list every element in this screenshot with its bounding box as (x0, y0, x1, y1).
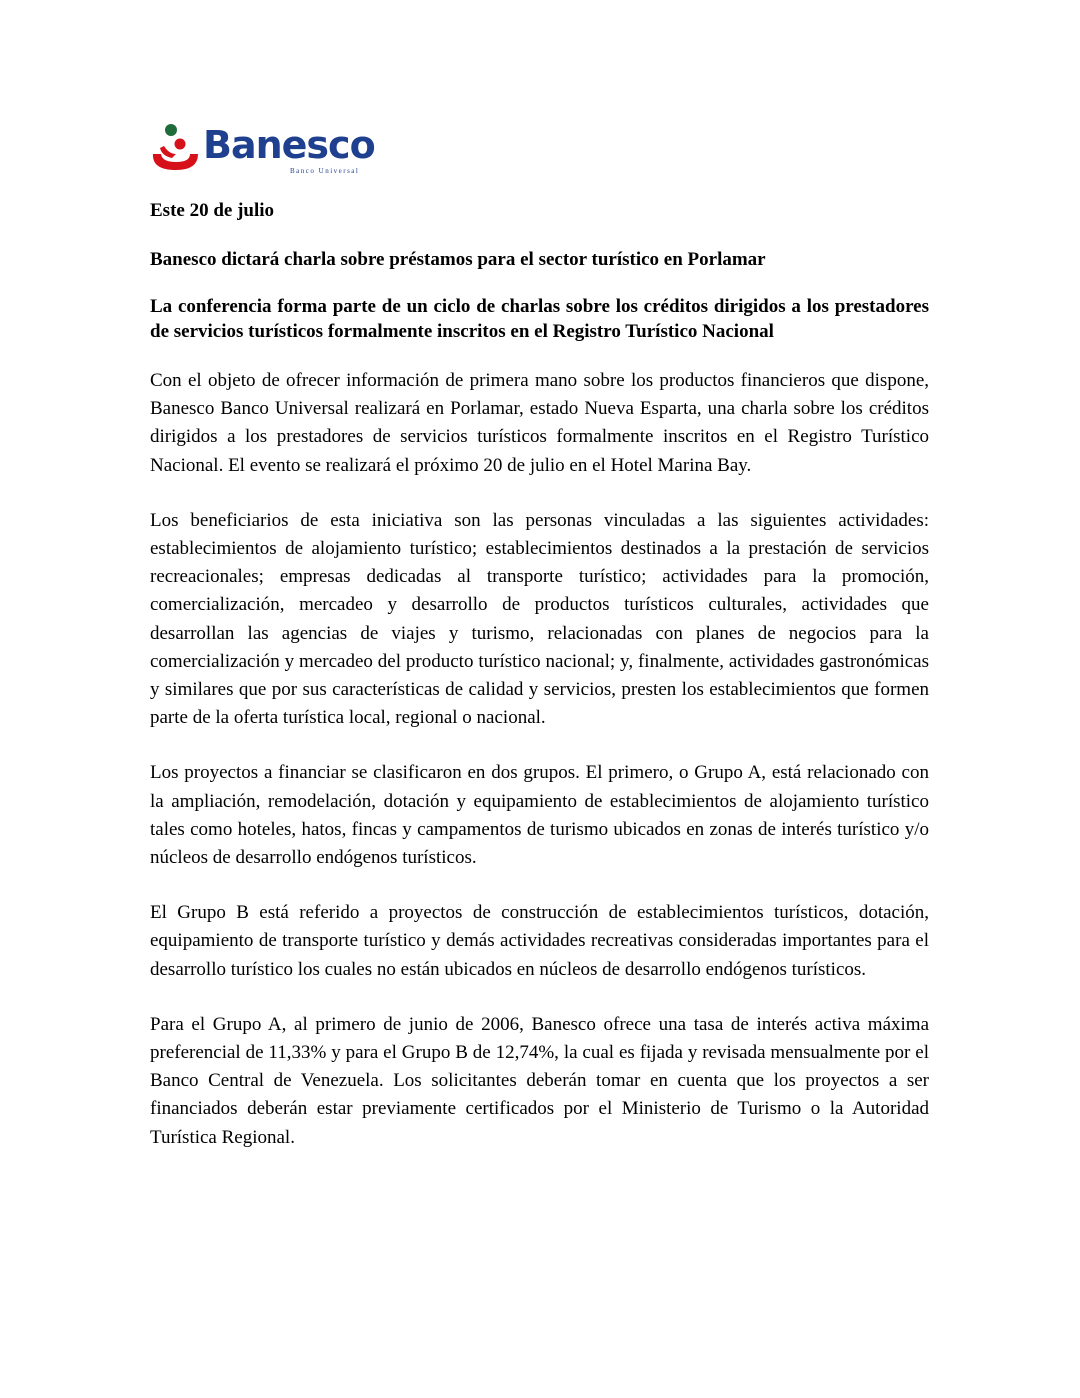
body-paragraph-5: Para el Grupo A, al primero de junio de 2006, Banesco ofrece una tasa de interés activa máxima preferencial de 11,33% y para el Grupo B de 12,74%, la cual es fijada y revisada mensualmente por el Banco Central de Venezuela. Los solicitantes deberán tomar en cuenta que los proyectos a ser financiados deberán estar previamente certificados por el Ministerio de Turismo o la Autoridad Turística Regional. (150, 1013, 929, 1148)
logo-wordmark: Banesco (203, 123, 375, 167)
body-paragraph-3: Los proyectos a financiar se clasificaron en dos grupos. El primero, o Grupo A, está relacionado con la ampliación, remodelación, dotación y equipamiento de establecimientos de alojamiento turístico tales como hoteles, hatos, fincas y campamentos de turismo ubicados en zonas de interés turístico y/o núcleos de desarrollo endógenos turísticos. (150, 762, 929, 869)
subheadline: La conferencia forma parte de un ciclo de charlas sobre los créditos dirigidos a los prestadores de servicios turísticos formalmente inscritos en el Registro Turístico Nacional (150, 296, 929, 342)
body-paragraph-1: Con el objeto de ofrecer información de primera mano sobre los productos financieros que dispone, Banesco Banco Universal realizará en Porlamar, estado Nueva Esparta, una charla sobre los créditos dirigidos a los prestadores de servicios turísticos formalmente inscritos en el Registro Turístico Nacional. El evento se realizará el próximo 20 de julio en el Hotel Marina Bay. (150, 370, 929, 476)
banesco-figure-icon (150, 124, 202, 174)
date-line: Este 20 de julio (150, 200, 275, 221)
banesco-logo (150, 118, 395, 180)
headline: Banesco dictará charla sobre préstamos para el sector turístico en Porlamar (150, 249, 766, 270)
document-page (150, 118, 929, 1179)
logo-tagline: Banco Universal (290, 167, 360, 175)
body-paragraph-4: El Grupo B está referido a proyectos de construcción de establecimientos turísticos, dotación, equipamiento de transporte turístico y demás actividades recreativas consideradas importantes para el desarrollo turístico los cuales no están ubicados en núcleos de desarrollo endógenos turísticos. (150, 902, 929, 980)
body-paragraph-2: Los beneficiarios de esta iniciativa son las personas vinculadas a las siguientes actividades: establecimientos de alojamiento turístico; establecimientos destinados a la prestación de servicios recreacionales; empresas dedicadas al transporte turístico; actividades para la promoción, comercialización, mercadeo y desarrollo de productos turísticos culturales, actividades que desarrollan las agencias de viajes y turismo, relacionadas con planes de negocios para la comercialización y mercadeo del producto turístico nacional; y, finalmente, actividades gastronómicas y similares que por sus características de calidad y servicios, presten los establecimientos que formen parte de la oferta turística local, regional o nacional. (150, 509, 929, 729)
